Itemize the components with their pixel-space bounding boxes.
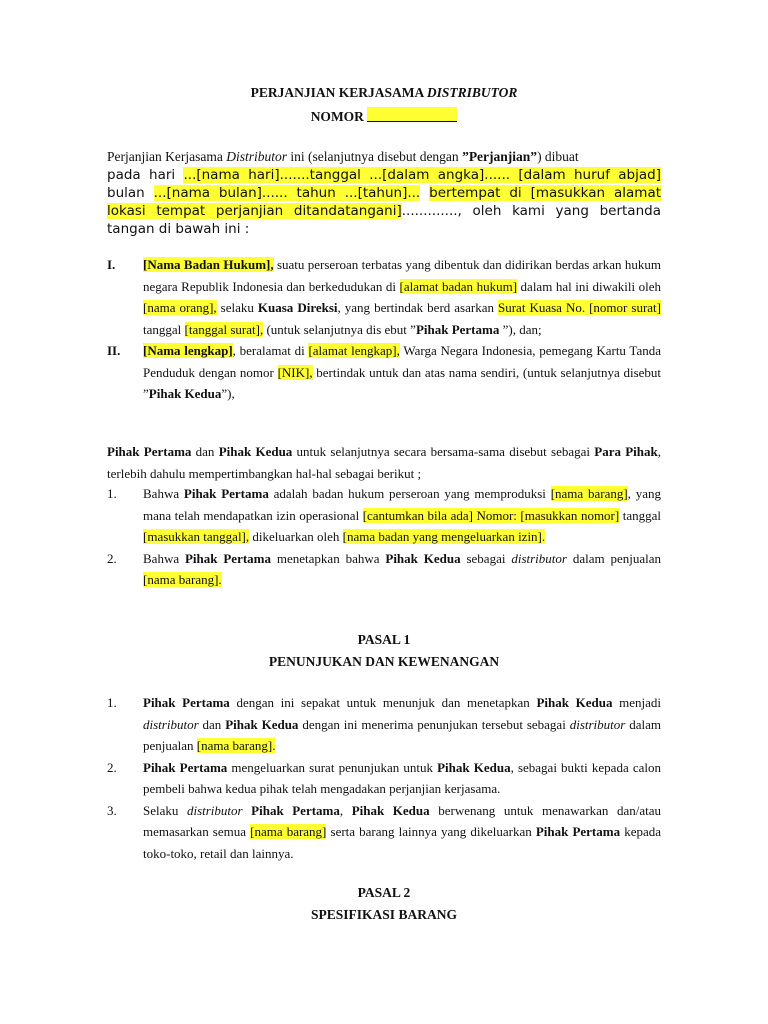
item-text: kepada toko-toko, retail dan lainnya.: [143, 824, 662, 861]
intro-text: ) dibuat: [537, 149, 579, 164]
list-item: [107, 757, 661, 800]
pasal-1-list: [107, 692, 661, 864]
party-bold: Pihak Kedua: [148, 386, 222, 401]
intro-text: [420, 185, 429, 201]
item-bold: Pihak Pertama: [184, 550, 272, 566]
item-number: 3.: [107, 802, 117, 818]
item-text: adalah badan hukum perseroan yang memproduksi: [268, 486, 551, 501]
item-italic: distributor: [143, 716, 199, 732]
item-text: , sebagai bukti kepada calon pembeli bahwa kedua pihak telah mengadakan perjanjian kerjasama.: [143, 759, 662, 796]
placeholder-company-address: [alamat badan hukum]: [399, 278, 518, 294]
intro-bold: ”Perjanjian”: [462, 149, 538, 164]
party-text: (untuk selanjutnya dis ebut ”: [263, 321, 416, 337]
intro-text: Perjanjian Kerjasama: [107, 149, 227, 164]
item-text: ,: [339, 802, 352, 818]
item-text: menetapkan bahwa: [271, 550, 386, 566]
item-text: mengeluarkan surat penunjukan untuk: [227, 759, 438, 775]
intro-text: pada hari: [107, 167, 184, 183]
placeholder-location: bertempat di [masukkan alamat lokasi tempat perjanjian ditandatangani]: [107, 185, 662, 219]
list-item: [107, 483, 661, 548]
item-number: 2.: [107, 759, 117, 775]
party-bold: Pihak Pertama: [415, 321, 500, 337]
recital-bold: Pihak Pertama: [107, 444, 192, 459]
placeholder-letter-no: Surat Kuasa No. [nomor surat]: [498, 300, 661, 315]
placeholder-person: [nama orang],: [143, 300, 217, 315]
party-number: II.: [107, 343, 121, 358]
item-text: berwenang untuk menawarkan dan/atau memasarkan semua: [143, 802, 662, 839]
item-text: tanggal: [619, 507, 661, 523]
placeholder-month-year: ...[nama bulan]...... tahun ...[tahun]...: [153, 185, 421, 201]
item-bold: Pihak Pertama: [143, 695, 230, 710]
party-text: , yang bertindak berd asarkan: [337, 300, 498, 315]
item-text: dan: [198, 716, 226, 732]
intro-paragraph: [107, 148, 661, 238]
party-text: ”), dan;: [499, 321, 542, 337]
nomor-label: NOMOR: [310, 109, 368, 124]
intro-text: ............., oleh kami yang bertanda tangan di bawah ini :: [107, 203, 661, 237]
parties-list: [107, 254, 661, 405]
item-text: dikeluarkan oleh: [249, 529, 343, 544]
placeholder-product: [nama barang]: [550, 486, 628, 501]
list-item: [107, 548, 661, 591]
recital-text: untuk selanjutnya secara bersama-sama disebut sebagai: [292, 444, 595, 459]
pasal-1-subheading: PENUNJUKAN DAN KEWENANGAN: [268, 654, 500, 669]
placeholder-company: [Nama Badan Hukum],: [143, 257, 274, 272]
party-text: suatu perseroan terbatas yang dibentuk dan didirikan berdas arkan hukum negara Republik Indonesia dan berkedudukan di: [143, 257, 661, 294]
item-bold: Pihak Kedua: [225, 716, 299, 732]
item-bold: Pihak Kedua: [351, 802, 430, 818]
item-text: menjadi: [612, 695, 661, 710]
recital-intro: [107, 441, 661, 484]
item-text: Bahwa: [143, 486, 184, 501]
list-item: [107, 692, 661, 757]
item-text: serta barang lainnya yang dikeluarkan: [326, 824, 536, 839]
party-text: , beralamat di: [232, 343, 309, 358]
item-italic: distributor: [511, 550, 567, 566]
item-bold: Pihak Pertama: [251, 802, 340, 818]
item-text: Bahwa: [143, 550, 185, 566]
item-text: dengan ini sepakat untuk menunjuk dan menetapkan: [229, 695, 537, 710]
recital-text: , terlebih dahulu mempertimbangkan hal-hal sebagai berikut ;: [107, 444, 661, 481]
title-text: PERJANJIAN KERJASAMA: [250, 85, 427, 100]
item-number: 1.: [107, 486, 117, 501]
placeholder-product: [nama barang].: [196, 738, 276, 753]
item-bold: Pihak Kedua: [536, 695, 613, 710]
item-italic: distributor: [186, 802, 243, 818]
intro-text: bulan: [107, 185, 154, 201]
placeholder-letter-date: [tanggal surat],: [184, 321, 264, 337]
party-second: [107, 340, 661, 405]
placeholder-full-name: [Nama lengkap]: [143, 343, 233, 358]
party-text: ”),: [221, 386, 235, 401]
recital-bold: Para Pihak: [594, 444, 658, 459]
document-title: [0, 85, 768, 101]
item-bold: Pihak Pertama: [535, 824, 621, 839]
party-number: I.: [107, 257, 116, 272]
pasal-2-heading: PASAL 2: [357, 885, 411, 900]
item-bold: Pihak Pertama: [183, 486, 269, 501]
list-item: [107, 800, 661, 865]
item-bold: Pihak Kedua: [437, 759, 511, 775]
item-text: [243, 803, 252, 818]
party-text: Warga Negara Indonesia, pemegang Kartu Tanda Penduduk dengan nomor: [143, 343, 661, 380]
intro-italic: Distributor: [226, 149, 287, 164]
document-number: [0, 107, 768, 125]
placeholder-product: [nama barang]: [250, 824, 327, 839]
party-bold: Kuasa Direksi: [257, 300, 338, 315]
item-text: dalam penjualan: [143, 716, 661, 753]
item-italic: distributor: [569, 716, 626, 732]
item-bold: Pihak Kedua: [385, 550, 461, 566]
item-text: sebagai: [460, 550, 512, 566]
intro-text: ini (selanjutnya disebut dengan: [286, 149, 463, 164]
item-number: 2.: [107, 550, 117, 566]
recitals-list: [107, 483, 661, 591]
party-text: tanggal: [143, 321, 185, 337]
party-text: dalam hal ini diwakili oleh: [517, 278, 662, 294]
party-first: [107, 254, 661, 340]
party-text: selaku: [216, 300, 258, 315]
party-text: bertindak untuk dan atas nama sendiri, (untuk selanjutnya disebut ”: [143, 364, 662, 401]
placeholder-issuer: [nama badan yang mengeluarkan izin].: [342, 529, 546, 544]
placeholder-permit-no: [cantumkan bila ada] Nomor: [masukkan nomor]: [362, 507, 620, 523]
item-bold: Pihak Pertama: [143, 759, 228, 775]
placeholder-permit-date: [masukkan tanggal],: [143, 529, 250, 544]
recital-text: dan: [191, 444, 219, 459]
placeholder-product: [nama barang].: [143, 572, 222, 587]
item-text: dengan ini menerima penunjukan tersebut sebagai: [298, 716, 570, 732]
item-number: 1.: [107, 695, 117, 710]
placeholder-date: ...[nama hari].......tanggal ...[dalam angka]...... [dalam huruf abjad]: [183, 167, 661, 183]
pasal-1-heading: PASAL 1: [357, 632, 411, 647]
title-italic-text: DISTRIBUTOR: [426, 85, 518, 100]
pasal-2-subheading: SPESIFIKASI BARANG: [311, 907, 457, 922]
item-text: dalam penjualan: [566, 550, 662, 566]
item-text: Selaku: [143, 802, 187, 818]
nomor-blank-field: [367, 107, 457, 122]
placeholder-full-address: [alamat lengkap],: [308, 343, 400, 358]
item-text: , yang mana telah mendapatkan izin operasional: [143, 486, 661, 523]
recital-bold: Pihak Kedua: [218, 444, 293, 459]
placeholder-nik: [NIK],: [277, 364, 313, 380]
